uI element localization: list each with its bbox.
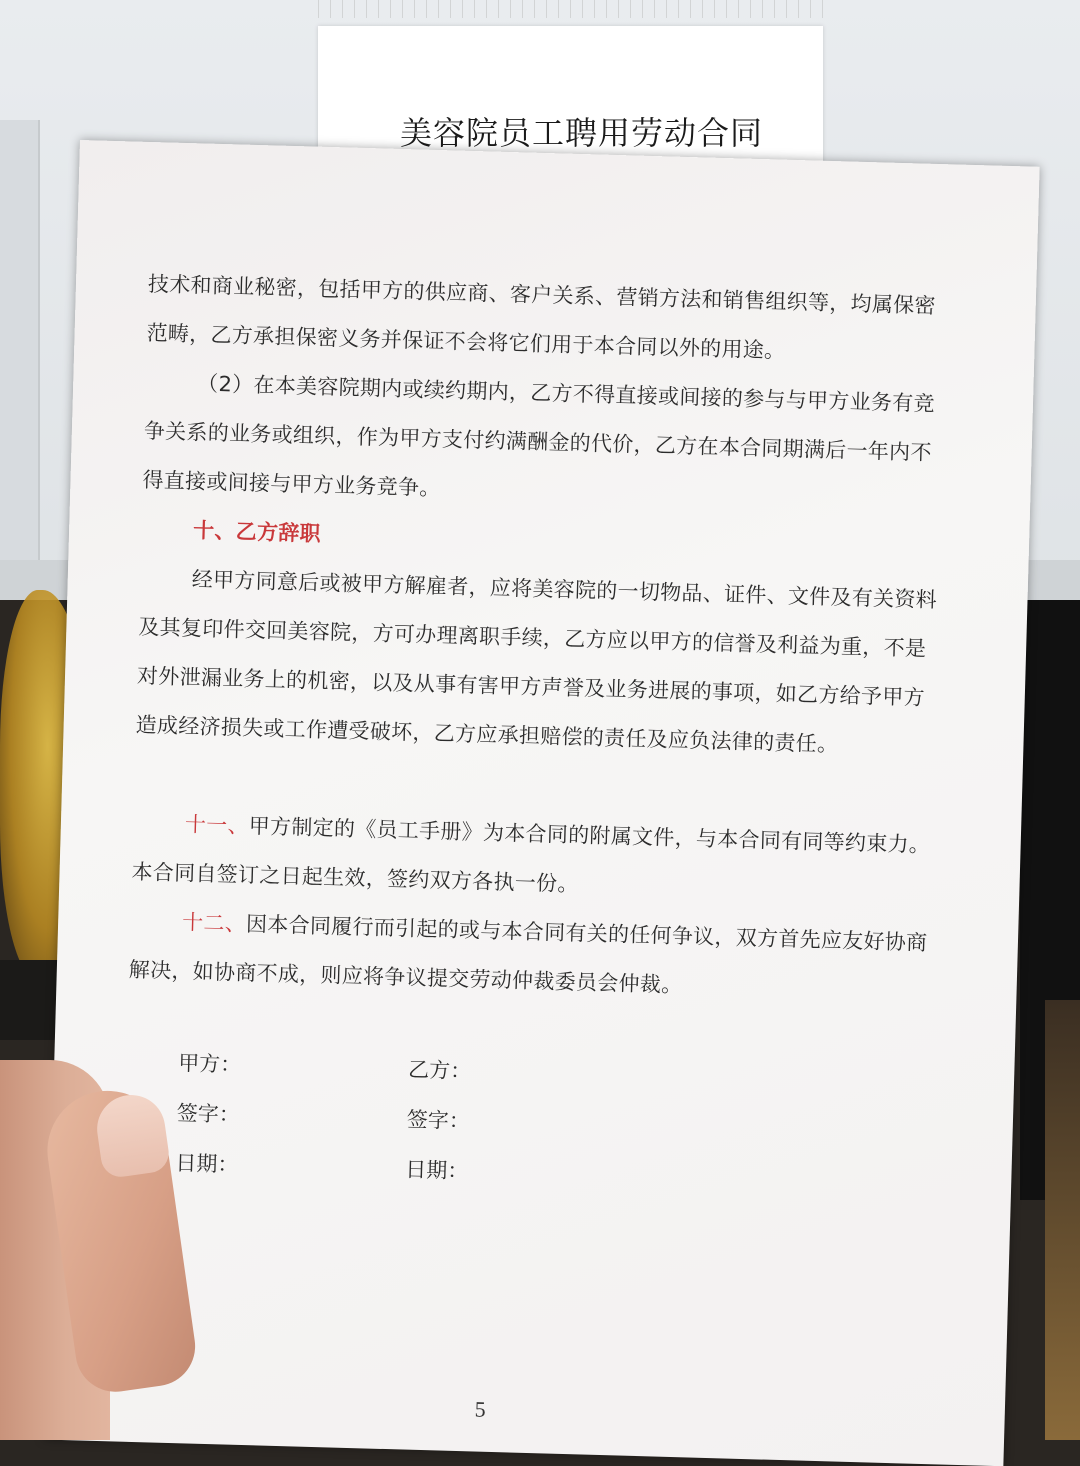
section-10-body: 经甲方同意后或被甲方解雇者，应将美容院的一切物品、证件、文件及有关资料及其复印件交回美容院，方可办理离职手续，乙方应以甲方的信誉及利益为重，不是对外泄漏业务上的机密，以及从事有害甲方声誉及业务进展的事项，如乙方给予甲方造成经济损失或工作遭受破坏，乙方应承担赔偿的责任及应负法律的责任。 bbox=[135, 567, 938, 757]
party-a-label: 甲方： bbox=[177, 1051, 242, 1077]
party-b-block bbox=[405, 1045, 472, 1197]
monitor-sidebar bbox=[0, 120, 40, 580]
desk-edge bbox=[1045, 1000, 1080, 1440]
party-b-date: 日期： bbox=[405, 1157, 469, 1184]
party-a-block bbox=[175, 1038, 242, 1190]
party-a-date: 日期： bbox=[175, 1151, 239, 1177]
section-11-body: 甲方制定的《员工手册》为本合同的附属文件，与本合同有同等约束力。本合同自签订之日起生效，签约双方各执一份。 bbox=[131, 813, 931, 897]
party-a-sign: 签字： bbox=[176, 1101, 241, 1127]
screen-document-title: 美容院员工聘用劳动合同 bbox=[400, 114, 764, 152]
section-12-number: 十二、 bbox=[181, 910, 247, 936]
party-b-label: 乙方： bbox=[407, 1057, 472, 1084]
paragraph-confidentiality: 技术和商业秘密，包括甲方的供应商、客户关系、营销方法和销售组织等，均属保密范畴，乙方承担保密义务并保证不会将它们用于本合同以外的用途。 bbox=[146, 271, 937, 363]
section-11-number: 十一、 bbox=[184, 812, 250, 838]
section-10-heading: 十、乙方辞职 bbox=[192, 518, 322, 546]
paragraph-non-compete: （2）在本美容院期内或续约期内，乙方不得直接或间接的参与与甲方业务有竞争关系的业务或组织，作为甲方支付约满酬金的代价，乙方在本合同期满后一年内不得直接或间接与甲方业务竞争。 bbox=[142, 371, 936, 501]
document-ruler bbox=[318, 0, 823, 18]
party-b-sign: 签字： bbox=[406, 1107, 471, 1134]
section-12-body: 因本合同履行而引起的或与本合同有关的任何争议，双方首先应友好协商解决，如协商不成，则应将争议提交劳动仲裁委员会仲裁。 bbox=[128, 911, 928, 998]
contract-page bbox=[44, 140, 1040, 1466]
page-number: 5 bbox=[474, 1396, 487, 1422]
section-12 bbox=[128, 897, 930, 1017]
